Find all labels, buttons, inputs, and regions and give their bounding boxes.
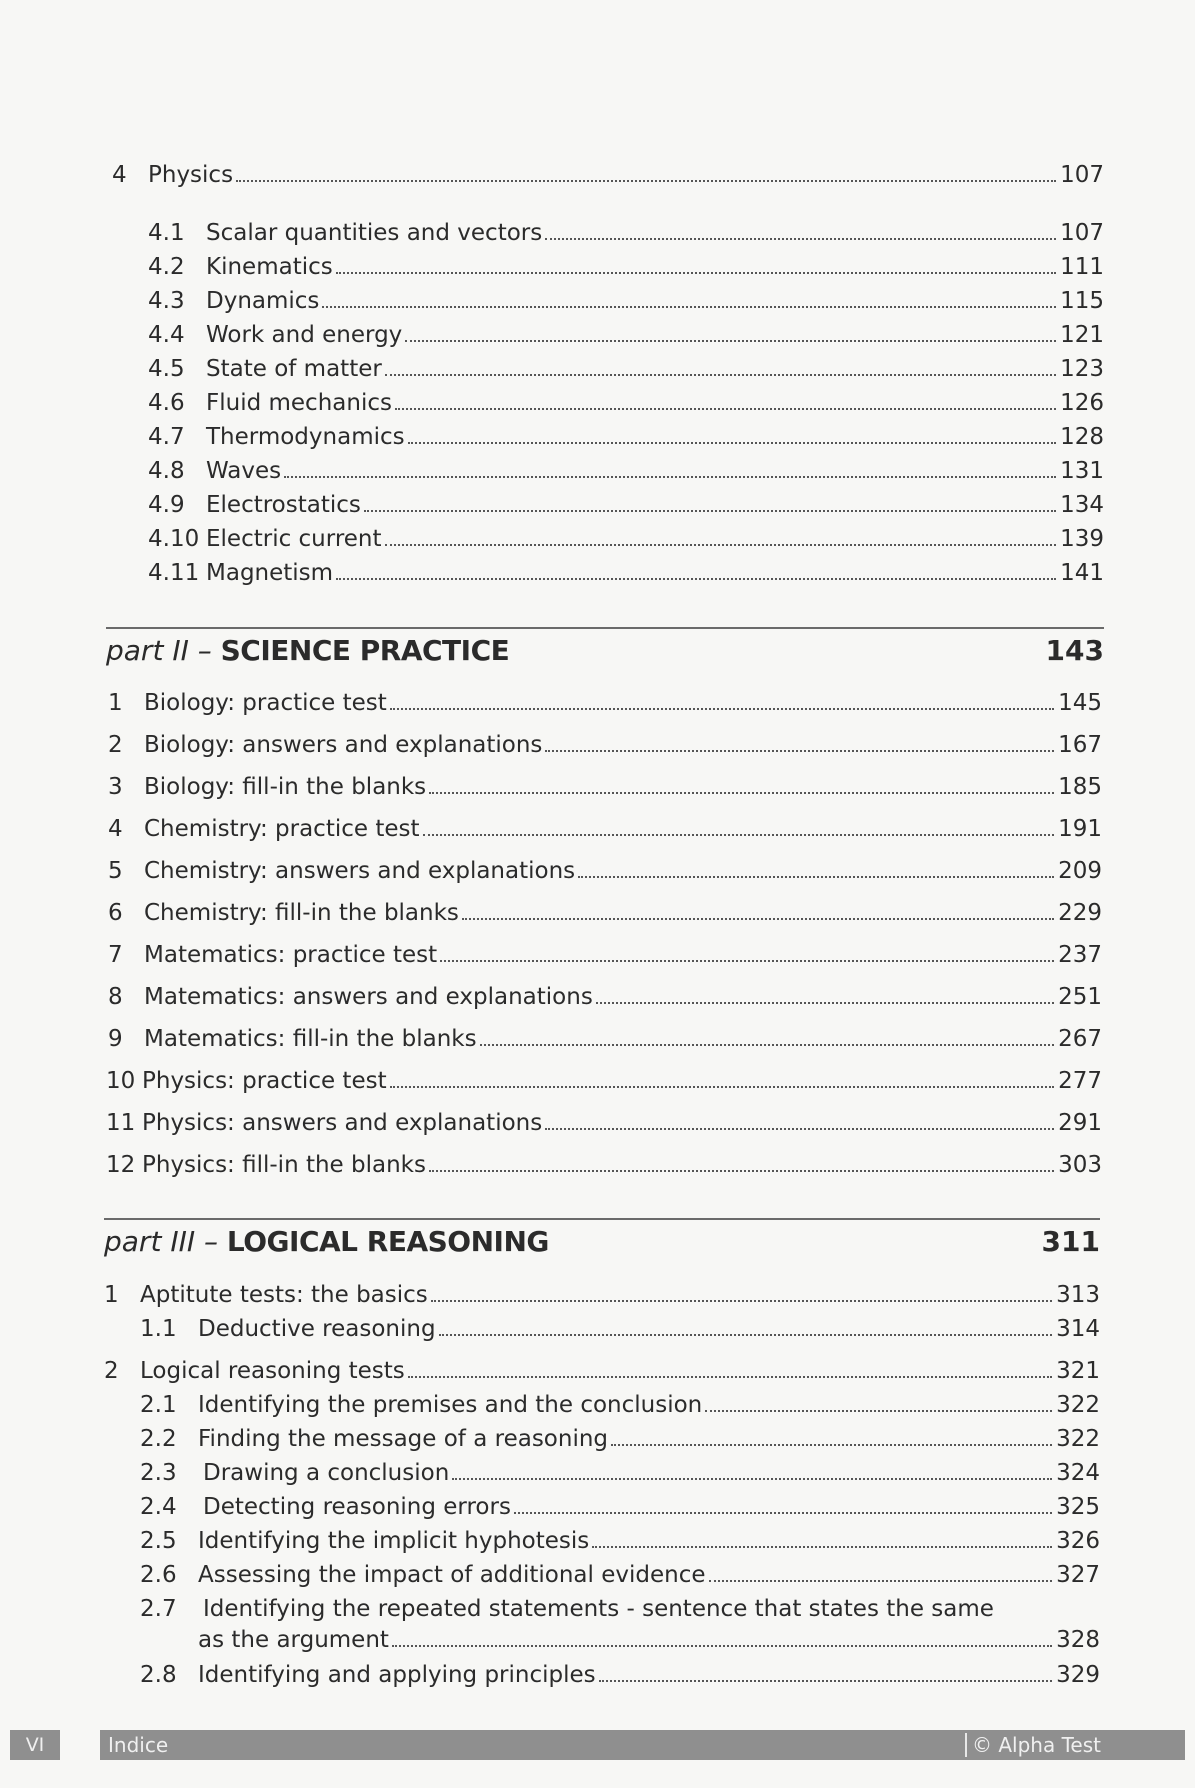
leader-dots — [440, 959, 1054, 962]
footer-separator — [965, 1733, 967, 1757]
leader-dots — [431, 1299, 1052, 1302]
leader-dots — [336, 577, 1056, 580]
entry-page: 126 — [1060, 390, 1104, 416]
toc-entry[interactable] — [104, 1280, 1100, 1310]
entry-page: 322 — [1056, 1426, 1100, 1452]
entry-title: Identifying the premises and the conclusion — [198, 1392, 703, 1418]
entry-number: 12 — [106, 1152, 136, 1178]
leader-dots — [385, 543, 1057, 546]
entry-number: 2.4 — [140, 1494, 177, 1520]
entry-page: 107 — [1060, 162, 1104, 188]
toc-entry[interactable] — [108, 940, 1102, 970]
entry-title: Fluid mechanics — [206, 390, 392, 416]
entry-page: 139 — [1060, 526, 1104, 552]
toc-entry-section[interactable] — [148, 252, 1104, 282]
entry-title: Magnetism — [206, 560, 334, 586]
entry-number: 1 — [104, 1282, 119, 1308]
entry-title: Drawing a conclusion — [203, 1460, 450, 1486]
entry-number: 4 — [108, 816, 123, 842]
entry-page: 325 — [1056, 1494, 1100, 1520]
page-number-badge: VI — [10, 1730, 60, 1760]
part-page: 143 — [1045, 634, 1104, 667]
entry-title: Waves — [206, 458, 282, 484]
entry-title: Identifying and applying principles — [198, 1662, 596, 1688]
entry-number: 1.1 — [140, 1316, 177, 1342]
part-page: 311 — [1041, 1225, 1100, 1258]
entry-title: Matematics: answers and explanations — [144, 984, 593, 1010]
leader-dots — [408, 441, 1056, 444]
entry-page: 237 — [1058, 942, 1102, 968]
footer-copyright: © Alpha Test — [972, 1733, 1101, 1757]
entry-number: 2.8 — [140, 1662, 177, 1688]
entry-number: 4.9 — [148, 492, 185, 518]
entry-number: 4.6 — [148, 390, 185, 416]
entry-title: Identifying the implicit hyphotesis — [198, 1528, 590, 1554]
entry-title: Work and energy — [206, 322, 403, 348]
entry-title: Assessing the impact of additional evidence — [198, 1562, 706, 1588]
part-title: LOGICAL REASONING — [226, 1225, 549, 1258]
entry-title: Chemistry: practice test — [144, 816, 420, 842]
entry-title: Biology: practice test — [144, 690, 387, 716]
entry-title: Physics: answers and explanations — [142, 1110, 543, 1136]
entry-page: 145 — [1058, 690, 1102, 716]
leader-dots — [322, 305, 1056, 308]
part-divider — [106, 627, 1104, 629]
entry-number: 4 — [112, 162, 127, 188]
toc-entry[interactable] — [108, 982, 1102, 1012]
leader-dots — [545, 749, 1054, 752]
entry-title: Kinematics — [206, 254, 333, 280]
part-divider — [104, 1218, 1100, 1220]
entry-number: 2.3 — [140, 1460, 177, 1486]
leader-dots — [599, 1679, 1052, 1682]
entry-number: 1 — [108, 690, 123, 716]
entry-number: 4.1 — [148, 220, 185, 246]
entry-number: 2.2 — [140, 1426, 177, 1452]
entry-number: 2.6 — [140, 1562, 177, 1588]
leader-dots — [462, 917, 1054, 920]
entry-page: 326 — [1056, 1528, 1100, 1554]
entry-title: Dynamics — [206, 288, 320, 314]
entry-number: 4.3 — [148, 288, 185, 314]
leader-dots — [236, 179, 1056, 182]
toc-entry[interactable] — [108, 1024, 1102, 1054]
entry-title: Detecting reasoning errors — [203, 1494, 511, 1520]
leader-dots — [385, 373, 1056, 376]
toc-entry-section[interactable] — [140, 1560, 1100, 1590]
entry-page: 327 — [1056, 1562, 1100, 1588]
entry-page: 167 — [1058, 732, 1102, 758]
entry-number: 11 — [106, 1110, 136, 1136]
entry-page: 134 — [1060, 492, 1104, 518]
toc-entry-section[interactable] — [148, 286, 1104, 316]
leader-dots — [439, 1333, 1053, 1336]
leader-dots — [284, 475, 1056, 478]
toc-entry[interactable] — [108, 772, 1102, 802]
leader-dots — [611, 1443, 1052, 1446]
toc-entry[interactable] — [104, 1356, 1100, 1386]
leader-dots — [596, 1001, 1054, 1004]
entry-title: Biology: fill-in the blanks — [144, 774, 427, 800]
entry-title: Scalar quantities and vectors — [206, 220, 543, 246]
entry-number: 4.10 — [148, 526, 200, 552]
part-prefix: part III – — [104, 1225, 227, 1258]
entry-title: Deductive reasoning — [198, 1316, 436, 1342]
entry-page: 128 — [1060, 424, 1104, 450]
entry-page: 123 — [1060, 356, 1104, 382]
toc-entry-section[interactable] — [140, 1526, 1100, 1556]
leader-dots — [452, 1477, 1052, 1480]
leader-dots — [429, 1169, 1054, 1172]
leader-dots — [390, 1085, 1054, 1088]
entry-title-continued: as the argument — [198, 1627, 389, 1653]
entry-page: 314 — [1056, 1316, 1100, 1342]
leader-dots — [429, 791, 1054, 794]
entry-number: 4.11 — [148, 560, 200, 586]
entry-page: 267 — [1058, 1026, 1102, 1052]
leader-dots — [408, 1375, 1052, 1378]
leader-dots — [390, 707, 1054, 710]
entry-title: Chemistry: fill-in the blanks — [144, 900, 459, 926]
entry-page: 191 — [1058, 816, 1102, 842]
toc-entry-section[interactable] — [140, 1660, 1100, 1690]
entry-number: 4.4 — [148, 322, 185, 348]
leader-dots — [578, 875, 1054, 878]
entry-number: 8 — [108, 984, 123, 1010]
leader-dots — [709, 1579, 1053, 1582]
entry-page: 251 — [1058, 984, 1102, 1010]
toc-entry-section-first-line[interactable] — [140, 1594, 994, 1624]
entry-page: 121 — [1060, 322, 1104, 348]
toc-entry-section[interactable] — [148, 388, 1104, 418]
entry-number: 3 — [108, 774, 123, 800]
part-heading[interactable] — [104, 1225, 1100, 1258]
entry-title: Physics: fill-in the blanks — [142, 1152, 426, 1178]
entry-title: Identifying the repeated statements - sentence that states the same — [203, 1596, 994, 1622]
entry-title: Biology: answers and explanations — [144, 732, 543, 758]
leader-dots — [395, 407, 1056, 410]
toc-entry[interactable] — [108, 730, 1102, 760]
toc-entry-section[interactable] — [148, 490, 1104, 520]
toc-entry[interactable] — [108, 688, 1102, 718]
entry-number: 6 — [108, 900, 123, 926]
entry-number: 2 — [104, 1358, 119, 1384]
leader-dots — [592, 1545, 1052, 1548]
footer-section-label: Indice — [108, 1733, 169, 1757]
toc-entry-section-second-line[interactable] — [198, 1625, 1100, 1655]
entry-title: Matematics: fill-in the blanks — [144, 1026, 477, 1052]
entry-number: 4.5 — [148, 356, 185, 382]
leader-dots — [405, 339, 1056, 342]
entry-title: Logical reasoning tests — [140, 1358, 405, 1384]
toc-entry-section[interactable] — [148, 456, 1104, 486]
toc-entry[interactable] — [106, 1066, 1102, 1096]
part-prefix: part II – — [106, 634, 221, 667]
entry-title: Electric current — [206, 526, 382, 552]
entry-title: Finding the message of a reasoning — [198, 1426, 609, 1452]
leader-dots — [423, 833, 1055, 836]
entry-page: 329 — [1056, 1662, 1100, 1688]
entry-title: Electrostatics — [206, 492, 361, 518]
toc-entry-section[interactable] — [148, 218, 1104, 248]
toc-entry-section[interactable] — [148, 320, 1104, 350]
entry-page: 303 — [1058, 1152, 1102, 1178]
entry-title: Physics — [148, 162, 234, 188]
footer-bar — [100, 1730, 1185, 1760]
leader-dots — [705, 1409, 1052, 1412]
entry-page: 322 — [1056, 1392, 1100, 1418]
entry-page: 321 — [1056, 1358, 1100, 1384]
entry-number: 2 — [108, 732, 123, 758]
toc-entry-physics[interactable] — [112, 160, 1104, 190]
entry-page: 107 — [1060, 220, 1104, 246]
toc-entry-section[interactable] — [148, 524, 1104, 554]
entry-number: 4.7 — [148, 424, 185, 450]
entry-page: 328 — [1056, 1627, 1100, 1653]
toc-entry-section[interactable] — [148, 422, 1104, 452]
toc-entry[interactable] — [108, 814, 1102, 844]
entry-page: 291 — [1058, 1110, 1102, 1136]
entry-title: Aptitute tests: the basics — [140, 1282, 428, 1308]
entry-number: 4.8 — [148, 458, 185, 484]
entry-title: Matematics: practice test — [144, 942, 438, 968]
toc-entry-section[interactable] — [140, 1492, 1100, 1522]
entry-number: 7 — [108, 942, 123, 968]
entry-number: 2.5 — [140, 1528, 177, 1554]
entry-title: State of matter — [206, 356, 382, 382]
leader-dots — [392, 1644, 1052, 1647]
leader-dots — [545, 1127, 1054, 1130]
entry-page: 229 — [1058, 900, 1102, 926]
toc-entry-section[interactable] — [140, 1458, 1100, 1488]
entry-number: 10 — [106, 1068, 136, 1094]
entry-title: Physics: practice test — [142, 1068, 387, 1094]
entry-page: 185 — [1058, 774, 1102, 800]
entry-page: 313 — [1056, 1282, 1100, 1308]
part-heading[interactable] — [106, 634, 1104, 667]
entry-page: 141 — [1060, 560, 1104, 586]
entry-number: 4.2 — [148, 254, 185, 280]
leader-dots — [545, 237, 1056, 240]
toc-entry[interactable] — [108, 898, 1102, 928]
entry-number: 2.1 — [140, 1392, 177, 1418]
entry-number: 2.7 — [140, 1596, 177, 1622]
leader-dots — [480, 1043, 1055, 1046]
toc-entry-section[interactable] — [140, 1314, 1100, 1344]
toc-entry[interactable] — [108, 856, 1102, 886]
entry-title: Thermodynamics — [206, 424, 405, 450]
entry-number: 5 — [108, 858, 123, 884]
toc-entry[interactable] — [106, 1108, 1102, 1138]
leader-dots — [514, 1511, 1052, 1514]
entry-page: 115 — [1060, 288, 1104, 314]
entry-page: 131 — [1060, 458, 1104, 484]
toc-entry-section[interactable] — [140, 1424, 1100, 1454]
entry-number: 9 — [108, 1026, 123, 1052]
toc-entry-section[interactable] — [148, 558, 1104, 588]
entry-page: 324 — [1056, 1460, 1100, 1486]
entry-page: 209 — [1058, 858, 1102, 884]
toc-entry-section[interactable] — [140, 1390, 1100, 1420]
leader-dots — [364, 509, 1056, 512]
entry-page: 111 — [1060, 254, 1104, 280]
toc-entry[interactable] — [106, 1150, 1102, 1180]
toc-entry-section[interactable] — [148, 354, 1104, 384]
part-title: SCIENCE PRACTICE — [220, 634, 510, 667]
entry-page: 277 — [1058, 1068, 1102, 1094]
entry-title: Chemistry: answers and explanations — [144, 858, 576, 884]
leader-dots — [336, 271, 1056, 274]
